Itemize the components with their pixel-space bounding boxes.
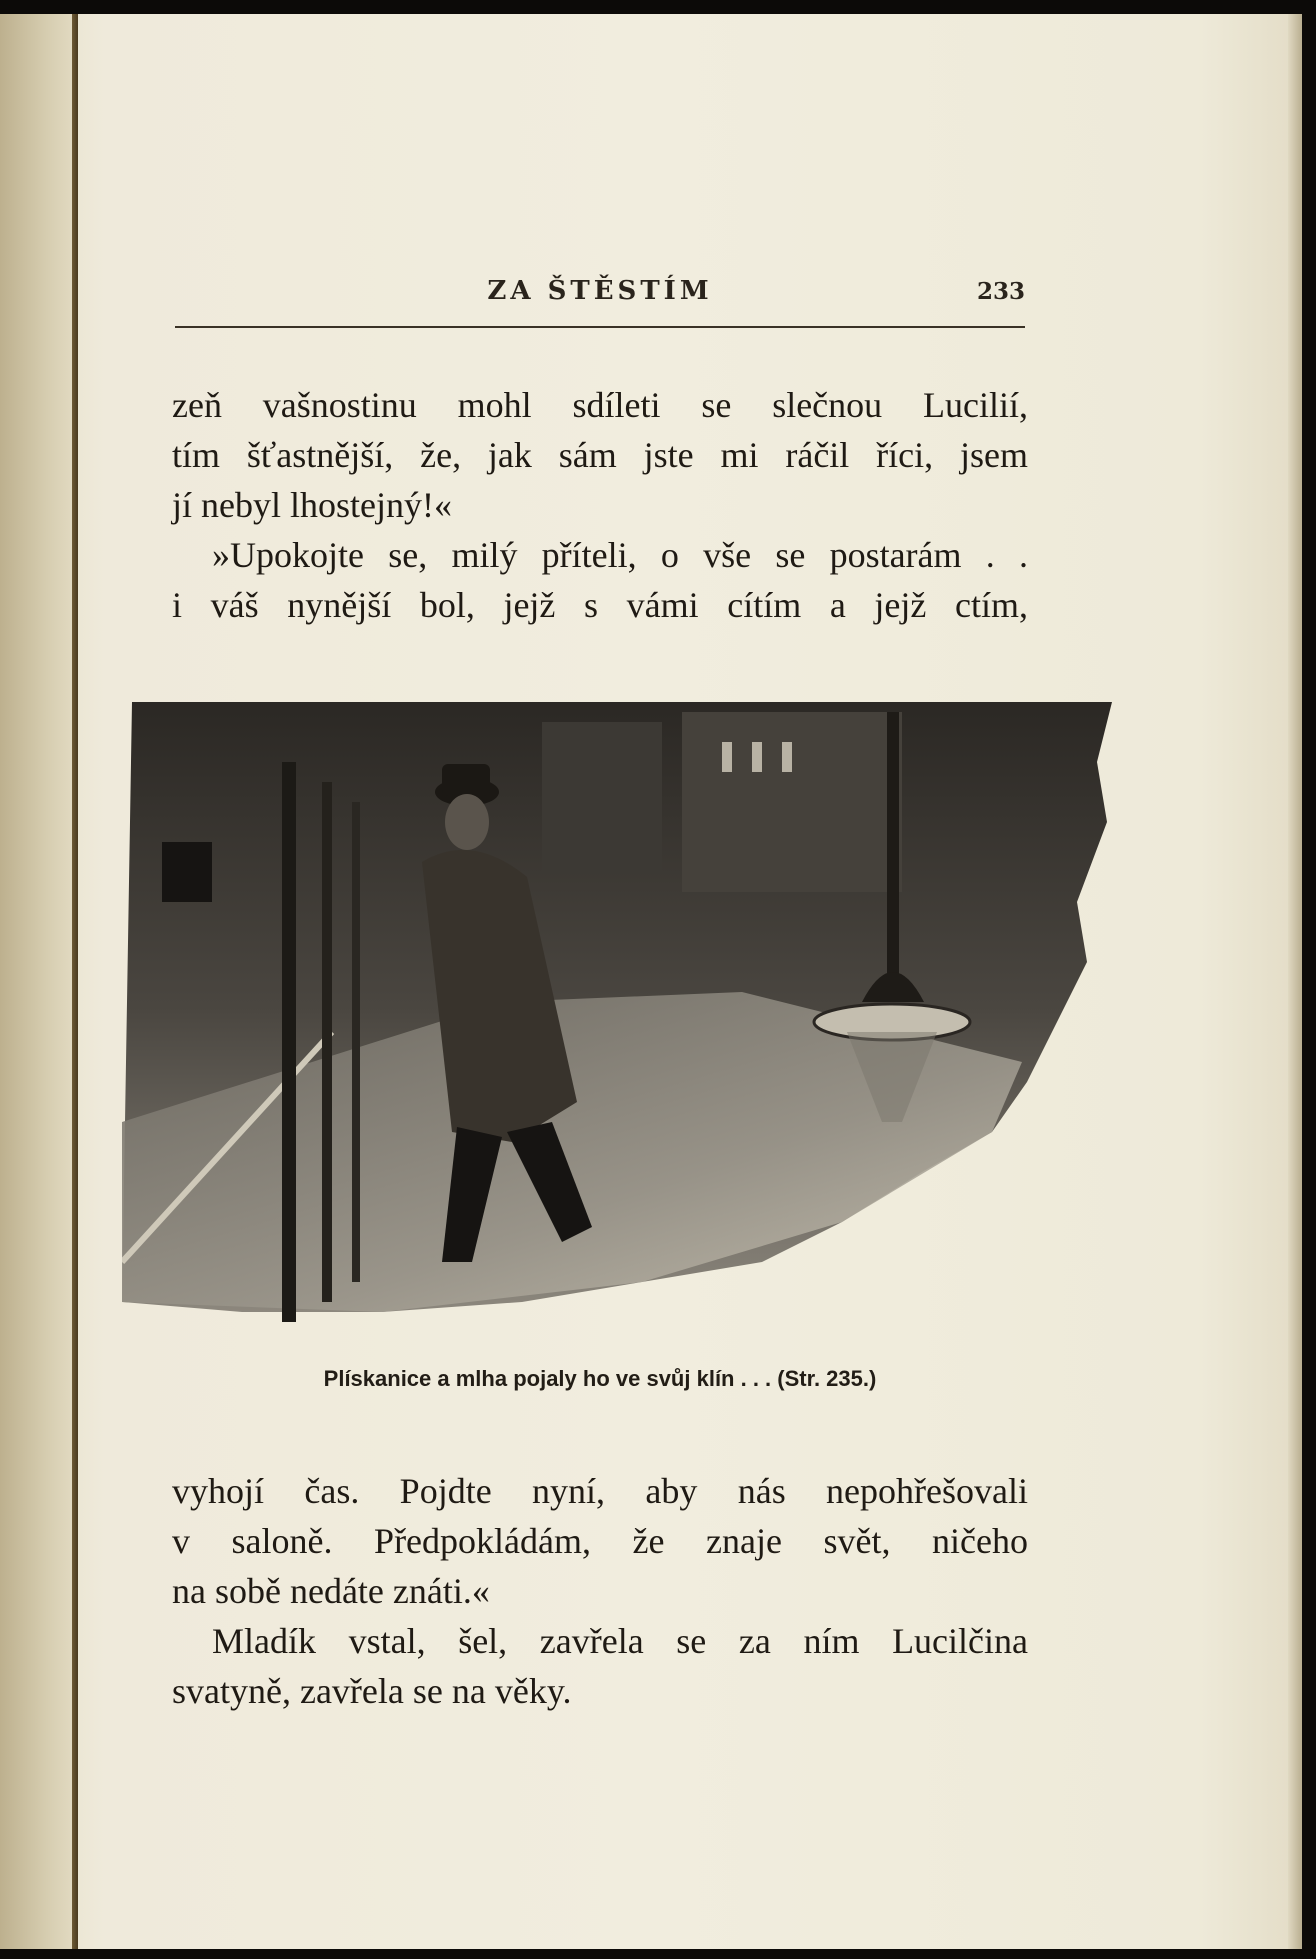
binding-edge xyxy=(72,14,78,1949)
text-line: jí nebyl lhostejný!« xyxy=(172,485,452,525)
text-line: na sobě nedáte znáti.« xyxy=(172,1571,490,1611)
text-line: vyhojí čas. Pojdte nyní, aby nás nepohřešovali xyxy=(172,1471,1028,1511)
illustration-caption: Plískanice a mlha pojaly ho ve svůj klín . . . (Str. 235.) xyxy=(323,1366,877,1391)
text-line: v saloně. Předpokládám, že znaje svět, ničeho xyxy=(172,1521,1028,1561)
book-gutter xyxy=(0,14,78,1949)
book-page xyxy=(0,14,1302,1949)
text-line: Mladík vstal, šel, zavřela se za ním Lucilčina xyxy=(212,1621,1028,1661)
illustration-night-street xyxy=(122,702,1112,1322)
page-edge xyxy=(1288,14,1302,1949)
body-text-top xyxy=(172,380,1028,630)
header-rule xyxy=(175,326,1025,328)
body-text-bottom xyxy=(172,1466,1028,1716)
text-line: svatyně, zavřela se na věky. xyxy=(172,1671,572,1711)
text-line: »Upokojte se, milý příteli, o vše se postarám . . xyxy=(212,535,1028,575)
page-header xyxy=(175,276,1025,322)
text-line: tím šťastnější, že, jak sám jste mi ráčil říci, jsem xyxy=(172,435,1028,475)
page-number: 233 xyxy=(976,278,1025,305)
running-title: ZA ŠTĚSTÍM xyxy=(487,276,713,306)
text-line: zeň vašnostinu mohl sdíleti se slečnou Lucilií, xyxy=(172,385,1028,425)
text-line: i váš nynější bol, jejž s vámi cítím a jejž ctím, xyxy=(172,585,1028,625)
